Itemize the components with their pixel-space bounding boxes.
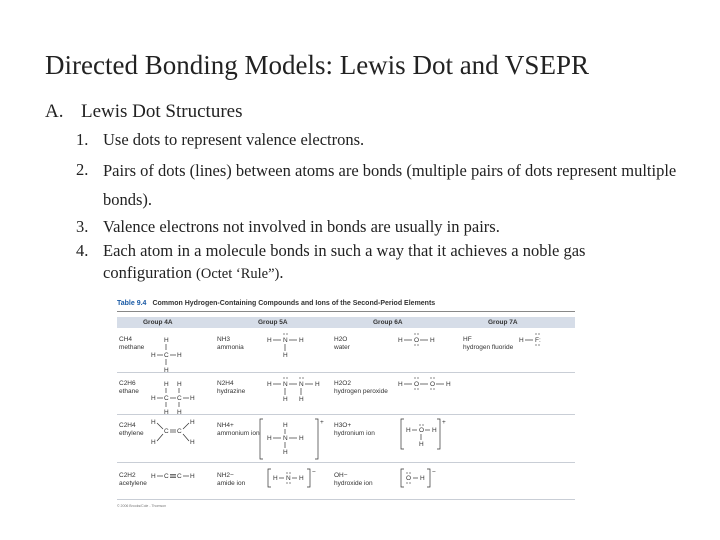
svg-text:H: H	[164, 337, 169, 344]
svg-text:H: H	[398, 337, 403, 344]
svg-text:H: H	[283, 396, 288, 403]
svg-text:H: H	[151, 439, 156, 446]
svg-text:H: H	[177, 409, 182, 416]
svg-text:+: +	[320, 419, 324, 426]
table-figure	[117, 300, 577, 512]
svg-text:H: H	[519, 337, 524, 344]
svg-text:−: −	[432, 469, 436, 476]
svg-text:H: H	[164, 381, 169, 388]
svg-text:H: H	[177, 381, 182, 388]
svg-text:O: O	[430, 381, 436, 388]
svg-text:H: H	[151, 419, 156, 426]
svg-text:H: H	[164, 409, 169, 416]
group-header-6a: Group 6A	[373, 319, 403, 326]
acetylene-structure	[151, 473, 195, 480]
compound-label: NH3 ammonia	[217, 336, 244, 351]
compound-label: NH2− amide ion	[217, 472, 246, 487]
svg-text:H: H	[420, 475, 425, 482]
group-header-5a: Group 5A	[258, 319, 288, 326]
compound-label: HF hydrogen fluoride	[463, 336, 514, 351]
svg-text:H: H	[164, 367, 169, 374]
group-header-4a: Group 4A	[143, 319, 173, 326]
svg-text:H: H	[151, 473, 156, 480]
compound-label: OH− hydroxide ion	[334, 472, 373, 487]
svg-text:H: H	[190, 395, 195, 402]
compound-label: C2H6 ethane	[119, 380, 139, 395]
svg-text:H: H	[190, 419, 195, 426]
svg-text:H: H	[430, 337, 435, 344]
svg-text:N: N	[283, 381, 288, 388]
svg-text:H: H	[273, 475, 278, 482]
svg-text:H: H	[267, 381, 272, 388]
svg-text:H: H	[151, 395, 156, 402]
svg-text:H: H	[267, 435, 272, 442]
compound-label: C2H4 ethylene	[119, 422, 144, 437]
section-heading	[45, 101, 242, 123]
svg-text:O: O	[414, 337, 420, 344]
ammonium-atoms	[267, 419, 324, 456]
hydroxide-atoms	[406, 469, 436, 484]
lewis-structures-diagram	[117, 300, 577, 512]
svg-text:C: C	[164, 473, 169, 480]
list-number: 4.	[76, 241, 89, 260]
water-structure	[398, 333, 435, 345]
list-text-main: Each atom in a molecule bonds in such a way that it achieves a noble gas configuration	[103, 241, 586, 282]
svg-text:H: H	[315, 381, 320, 388]
section-letter: A.	[45, 101, 64, 122]
svg-text:C: C	[177, 473, 182, 480]
list-text	[103, 240, 643, 285]
svg-text:F:: F:	[535, 337, 541, 344]
svg-text:H: H	[283, 352, 288, 359]
svg-text:H: H	[419, 441, 424, 448]
svg-text:H: H	[177, 352, 182, 359]
svg-text:C: C	[164, 352, 169, 359]
list-text: Valence electrons not involved in bonds are usually in pairs.	[103, 217, 500, 236]
svg-text:H: H	[190, 439, 195, 446]
svg-text:H: H	[283, 422, 288, 429]
compound-label: C2H2 acetylene	[119, 472, 147, 487]
svg-text:C: C	[164, 395, 169, 402]
svg-text:N: N	[299, 381, 304, 388]
table-caption-text: Common Hydrogen-Containing Compounds and Ions of the Second-Period Elements	[152, 300, 436, 307]
methane-structure	[151, 337, 182, 374]
octet-rule-note: (Octet ‘Rule”)	[196, 266, 280, 282]
svg-text:H: H	[190, 473, 195, 480]
group-header-7a: Group 7A	[488, 319, 518, 326]
svg-text:H: H	[398, 381, 403, 388]
compound-label: H3O+ hydronium ion	[334, 422, 375, 437]
svg-text:C: C	[164, 428, 169, 435]
svg-text:N: N	[283, 435, 288, 442]
peroxide-structure	[398, 377, 451, 389]
compound-label: N2H4 hydrazine	[217, 380, 246, 395]
list-text: Use dots to represent valence electrons.	[103, 130, 365, 149]
list-text-tail: .	[279, 263, 284, 282]
svg-text:O: O	[414, 381, 420, 388]
compound-label: H2O2 hydrogen peroxide	[334, 380, 388, 395]
table-number: Table 9.4	[117, 300, 147, 307]
section-title: Lewis Dot Structures	[81, 101, 243, 122]
svg-text:O: O	[419, 427, 425, 434]
compound-label: H2O water	[334, 336, 350, 351]
svg-text:+: +	[442, 419, 446, 426]
slide-title: Directed Bonding Models: Lewis Dot and VSEPR	[45, 50, 589, 80]
svg-text:H: H	[406, 427, 411, 434]
svg-text:H: H	[299, 475, 304, 482]
amide-atoms	[273, 469, 316, 484]
hf-structure	[519, 333, 541, 345]
svg-text:−: −	[312, 469, 316, 476]
svg-text:H: H	[151, 352, 156, 359]
list-number: 2.	[76, 160, 89, 179]
list-text: Pairs of dots (lines) between atoms are bonds (multiple pairs of dots represent multiple bonds).	[103, 161, 677, 209]
svg-text:N: N	[283, 337, 288, 344]
svg-text:H: H	[299, 337, 304, 344]
ammonia-structure	[267, 333, 304, 359]
svg-text:N: N	[286, 475, 291, 482]
svg-text:C: C	[177, 428, 182, 435]
list-number: 3.	[76, 217, 89, 236]
svg-text:H: H	[299, 396, 304, 403]
compound-label: NH4+ ammonium ion	[217, 422, 260, 437]
svg-text:H: H	[267, 337, 272, 344]
svg-text:H: H	[446, 381, 451, 388]
svg-text:H: H	[299, 435, 304, 442]
compound-label: CH4 methane	[119, 336, 145, 351]
list-number: 1.	[76, 130, 89, 149]
ethane-structure	[151, 381, 195, 416]
copyright-footer: © 2006 Brooks/Cole - Thomson	[117, 504, 167, 508]
hydrazine-structure	[267, 377, 320, 403]
svg-text:O: O	[406, 475, 412, 482]
svg-text:H: H	[432, 427, 437, 434]
svg-text:C: C	[177, 395, 182, 402]
svg-text:H: H	[283, 449, 288, 456]
ethylene-structure	[151, 419, 195, 446]
